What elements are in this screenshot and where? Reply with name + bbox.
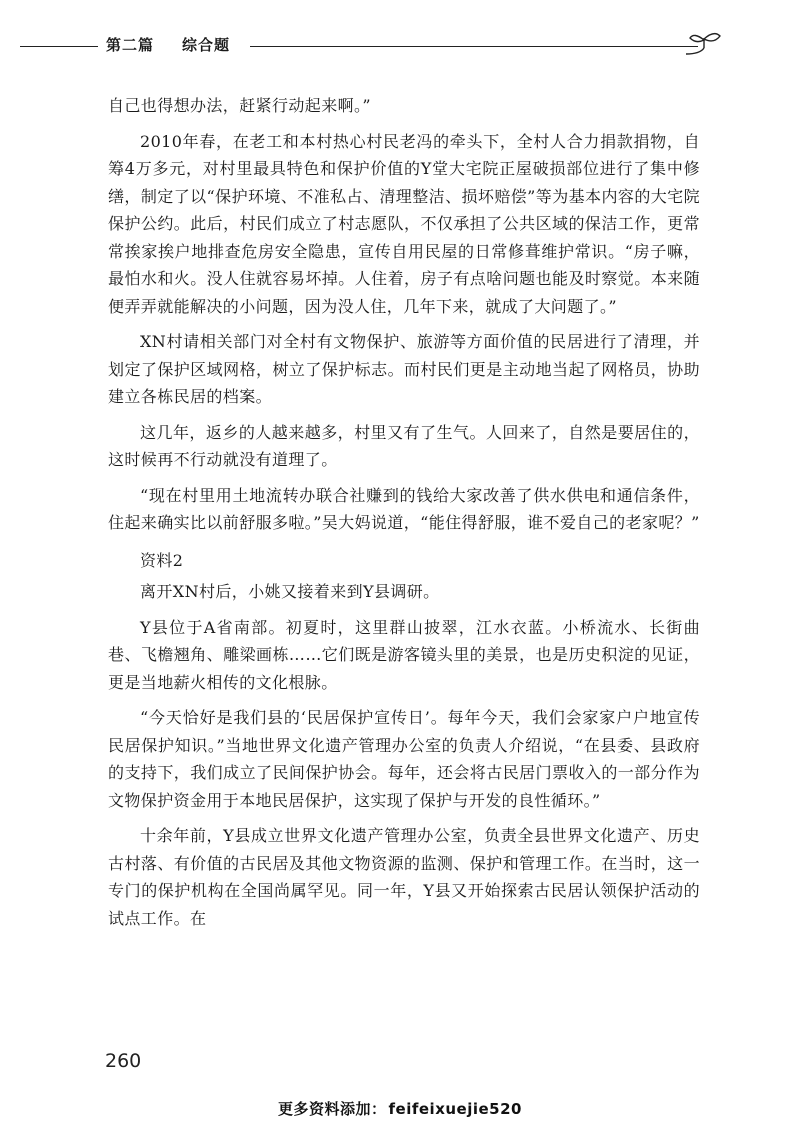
header-rule-right <box>250 46 698 47</box>
sprout-icon <box>684 30 724 60</box>
paragraph: “今天恰好是我们县的‘民居保护宣传日’。每年今天，我们会家家户户地宣传民居保护知识。”当地世界文化遗产管理办公室的负责人介绍说，“在县委、县政府的支持下，我们成立了民间保护协会。每年，还会将古民居门票收入的一部分作为文物保护资金用于本地民居保护，这实现了保护与开发的良性循环。” <box>108 708 700 810</box>
footer-contact: feifeixuejie520 <box>388 1100 522 1118</box>
footer-prefix: 更多资料添加： <box>278 1100 387 1118</box>
paragraph: 十余年前，Y县成立世界文化遗产管理办公室，负责全县世界文化遗产、历史古村落、有价值的古民居及其他文物资源的监测、保护和管理工作。在当时，这一专门的保护机构在全国尚属罕见。同一年，Y县又开始探索古民居认领保护活动的试点工作。在 <box>108 826 700 928</box>
paragraph: Y县位于A省南部。初夏时，这里群山披翠，江水衣蓝。小桥流水、长街曲巷、飞檐翘角、雕梁画栋……它们既是游客镜头里的美景，也是历史积淀的见证，更是当地薪火相传的文化根脉。 <box>108 617 700 692</box>
section-label: 综合题 <box>182 36 231 54</box>
paragraph: XN村请相关部门对全村有文物保护、旅游等方面价值的民居进行了清理，并划定了保护区域网格，树立了保护标志。而村民们更是主动地当起了网格员，协助建立各栋民居的档案。 <box>108 332 700 406</box>
source-heading: 资料2 <box>140 550 184 570</box>
paragraph: 2010年春，在老工和本村热心村民老冯的牵头下，全村人合力捐款捐物，自筹4万多元，对村里最具特色和保护价值的Y堂大宅院正屋破损部位进行了集中修缮，制定了以“保护环境、不准私占、清理整洁、损坏赔偿”等为基本内容的大宅院保护公约。此后，村民们成立了村志愿队，不仅承担了公共区域的保洁工作，更常常挨家挨户地排查危房安全隐患，宣传自用民屋的日常修葺维护常识。“房子嘛，最怕水和火。没人住就容易坏掉。人住着，房子有点啥问题也能及时察觉。本来随便弄弄就能解决的小问题，因为没人住，几年下来，就成了大问题了。” <box>108 131 700 316</box>
paragraph: 这几年，返乡的人越来越多，村里又有了生气。人回来了，自然是要居住的，这时候再不行动就没有道理了。 <box>108 422 700 469</box>
part-label: 第二篇 <box>106 36 155 54</box>
paragraph: “现在村里用土地流转办联合社赚到的钱给大家改善了供水供电和通信条件，住起来确实比以前舒服多啦。”吴大妈说道，“能住得舒服，谁不爱自己的老家呢？” <box>108 485 700 532</box>
paragraph: 离开XN村后，小姚又接着来到Y县调研。 <box>140 582 440 601</box>
paragraph: 自己也得想办法，赶紧行动起来啊。” <box>108 96 371 115</box>
header-rule-left <box>20 46 98 47</box>
footer-note <box>0 1098 800 1119</box>
page-number: 260 <box>105 1050 142 1072</box>
main-text <box>108 92 700 932</box>
page-header <box>20 30 720 60</box>
